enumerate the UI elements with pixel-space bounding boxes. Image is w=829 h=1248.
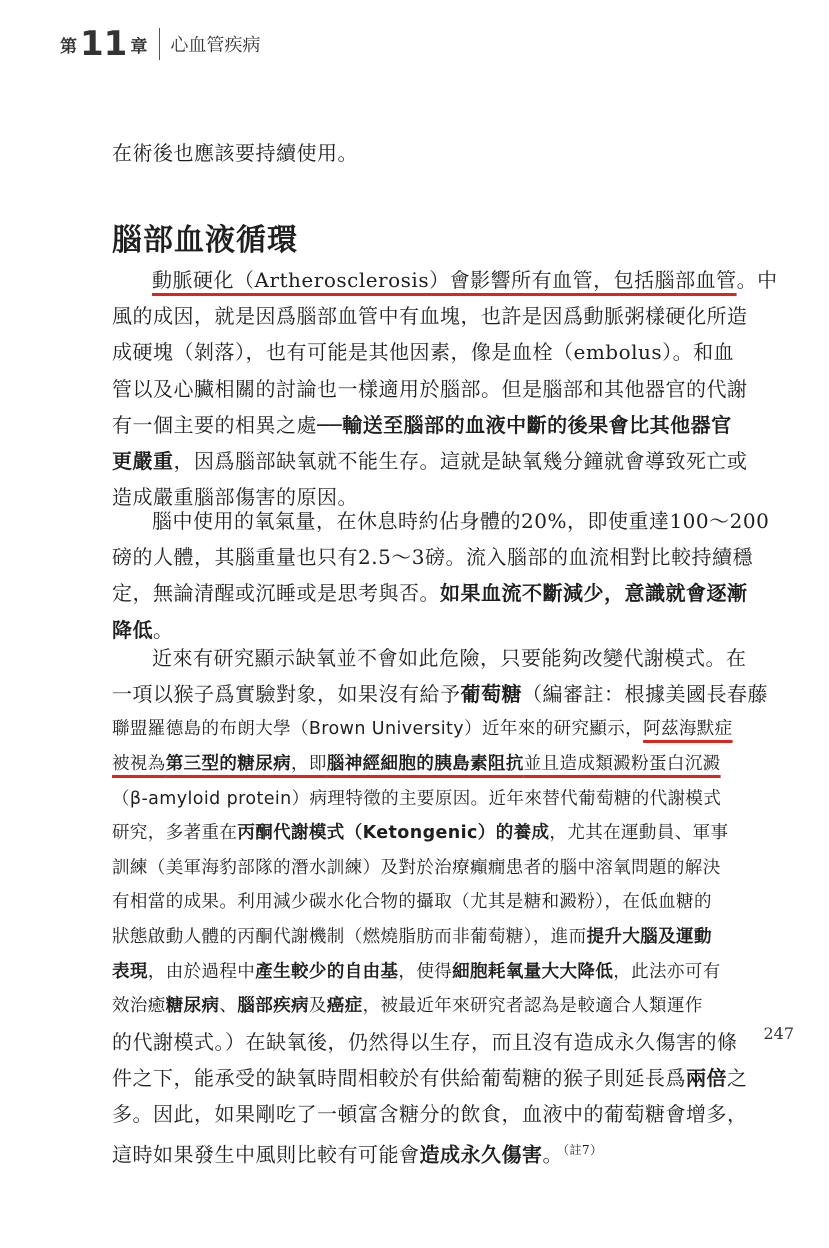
text-line: 狀態啟動人體的丙酮代謝機制（燃燒脂肪而非葡萄糖），進而提升大腦及運動 <box>112 926 712 947</box>
text-line: 一項以猴子爲實驗對象，如果沒有給予葡萄糖（編審註：根據美國長春藤 <box>112 682 768 707</box>
bold-text: 細胞耗氧量大大降低 <box>452 961 614 982</box>
bold-text: 腦神經細胞的胰島素阻抗 <box>326 753 524 774</box>
text-line: 效治癒糖尿病、腦部疾病及癌症，被最近年來研究者認為是較適合人類運作 <box>112 996 703 1017</box>
running-header <box>60 24 260 64</box>
footnote-marker: （註7） <box>563 1143 603 1158</box>
text-line: 腦中使用的氧氣量，在休息時約佔身體的20%，即使重達100～200 <box>152 509 770 533</box>
header-divider <box>159 28 160 60</box>
chapter-title: 心血管疾病 <box>170 35 261 56</box>
text-line: 有一個主要的相異之處──輸送至腦部的血液中斷的後果會比其他器官 <box>112 412 732 437</box>
bold-text: 糖尿病 <box>165 996 220 1017</box>
bold-text: 造成永久傷害 <box>419 1142 543 1167</box>
text-line: 多。因此，如果剛吃了一頓富含糖分的飲食，血液中的葡萄糖會增多， <box>112 1102 748 1127</box>
text-line: 在術後也應該要持續使用。 <box>112 141 358 165</box>
text-line: 表現，由於過程中產生較少的自由基，使得細胞耗氧量大大降低，此法亦可有 <box>112 961 721 982</box>
chapter-suffix: 章 <box>130 36 148 57</box>
highlight-underline: 阿茲海默症 <box>643 719 733 740</box>
chapter-number: 11 <box>80 24 128 64</box>
text-line: 的代謝模式。）在缺氧後，仍然得以生存，而且沒有造成永久傷害的條 <box>112 1029 738 1054</box>
bold-text: 輸送至腦部的血液中斷的後果會比其他器官 <box>342 412 732 437</box>
text-line: 造成嚴重腦部傷害的原因。 <box>112 485 358 510</box>
bold-text: 提升大腦及運動 <box>586 926 712 947</box>
bold-text: 產生較少的自由基 <box>255 961 399 982</box>
text-line: 這時如果發生中風則比較有可能會造成永久傷害。$^{(註7)}$ <box>112 1142 603 1167</box>
highlight-underline: 動脈硬化（Artherosclerosis）會影響所有血管，包括腦部血管 <box>152 268 737 292</box>
text-line: 件之下，能承受的缺氧時間相較於有供給葡萄糖的猴子則延長爲兩倍之 <box>112 1065 748 1090</box>
text-line: 訓練（美軍海豹部隊的潛水訓練）及對於治療癲癇患者的腦中溶氧問題的解決 <box>112 857 721 878</box>
text-line: （β-amyloid protein）病理特徵的主要原因。近年來替代葡萄糖的代謝模式 <box>112 788 722 809</box>
text-line: 有相當的成果。利用減少碳水化合物的攝取（尤其是糖和澱粉），在低血糖的 <box>112 892 712 913</box>
text-line: 近來有研究顯示缺氧並不會如此危險，只要能夠改變代謝模式。在 <box>152 646 747 670</box>
text-line: 降低。 <box>112 617 174 642</box>
paragraph-1 <box>112 262 778 515</box>
bold-text: 癌症 <box>326 996 363 1017</box>
text-line-underlined: 被視為第三型的糖尿病，即腦神經細胞的胰島素阻抗並且造成類澱粉蛋白沉澱 <box>112 753 721 774</box>
bold-text: 丙酮代謝模式（Ketongenic）的養成 <box>237 823 550 844</box>
text-line: 聯盟羅德島的布朗大學（Brown University）近年來的研究顯示，阿茲海默症 <box>112 719 733 740</box>
text-line: 風的成因，就是因爲腦部血管中有血塊，也許是因爲動脈粥樣硬化所造 <box>112 304 748 329</box>
bold-text: 兩倍 <box>686 1065 727 1090</box>
paragraph-3 <box>112 640 768 1168</box>
chapter-prefix: 第 <box>60 36 77 57</box>
bold-text: 腦部疾病 <box>237 996 309 1017</box>
text-line: 定，無論清醒或沉睡或是思考與否。如果血流不斷減少，意識就會逐漸 <box>112 581 748 606</box>
text-line: 動脈硬化（Artherosclerosis）會影響所有血管，包括腦部血管。中 <box>152 268 778 292</box>
bold-text: 葡萄糖 <box>460 682 522 707</box>
bold-text: 第三型的糖尿病 <box>165 753 292 774</box>
page-number: 247 <box>763 1024 794 1043</box>
intro-paragraph <box>112 135 746 171</box>
text-line: 管以及心臟相關的討論也一樣適用於腦部。但是腦部和其他器官的代謝 <box>112 376 748 401</box>
section-heading: 腦部血液循環 <box>112 223 298 258</box>
bold-text: 如果血流不斷減少，意識就會逐漸 <box>440 581 748 606</box>
text-line: 更嚴重，因爲腦部缺氧就不能生存。這就是缺氧幾分鐘就會導致死亡或 <box>112 448 748 473</box>
bold-text: 降低 <box>112 617 153 642</box>
paragraph-2 <box>112 503 770 648</box>
text-line: 磅的人體，其腦重量也只有2.5～3磅。流入腦部的血流相對比較持續穩 <box>112 545 754 570</box>
bold-text: 表現 <box>112 961 148 982</box>
bold-text: 更嚴重 <box>112 448 174 473</box>
text-line: 成硬塊（剝落），也有可能是其他因素，像是血栓（embolus）。和血 <box>112 340 735 365</box>
text-line: 研究，多著重在丙酮代謝模式（Ketongenic）的養成，尤其在運動員、軍事 <box>112 823 729 844</box>
